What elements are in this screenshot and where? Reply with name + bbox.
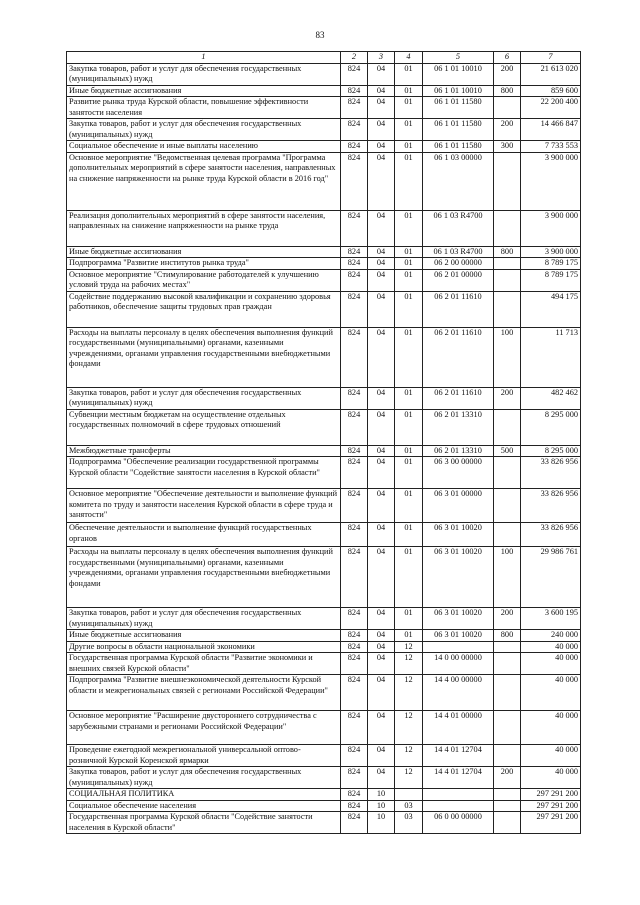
row-name: Содействие поддержанию высокой квалификации и сохранению здоровья работников, обеспечение защиты трудовых прав граждан xyxy=(67,291,341,327)
row-name: Подпрограмма "Развитие институтов рынка труда" xyxy=(67,258,341,270)
row-name: Обеспечение деятельности и выполнение функций государственных органов xyxy=(67,523,341,547)
row-expense-type: 200 xyxy=(494,767,521,789)
row-ministry-code: 824 xyxy=(341,489,368,523)
row-section-code: 10 xyxy=(368,812,395,834)
row-ministry-code: 824 xyxy=(341,258,368,270)
row-ministry-code: 824 xyxy=(341,800,368,812)
row-name: Основное мероприятие "Стимулирование работодателей к улучшению условий труда на рабочих местах" xyxy=(67,269,341,291)
row-section-code: 04 xyxy=(368,641,395,653)
row-subsection-code xyxy=(395,789,423,801)
row-expense-type: 200 xyxy=(494,387,521,409)
row-section-code: 04 xyxy=(368,119,395,141)
row-amount: 240 000 xyxy=(521,630,581,642)
row-expense-type xyxy=(494,291,521,327)
table-row xyxy=(67,246,581,258)
table-row xyxy=(67,97,581,119)
row-ministry-code: 824 xyxy=(341,445,368,457)
row-name: Основное мероприятие "Ведомственная целевая программа "Программа дополнительных мероприятий в сфере занятости населения, направленных на снижение напряженности на рынке труда Курской области в 2016 год" xyxy=(67,152,341,210)
row-expense-type xyxy=(494,210,521,246)
row-expense-type: 800 xyxy=(494,246,521,258)
row-ministry-code: 824 xyxy=(341,767,368,789)
table-row xyxy=(67,608,581,630)
table-row xyxy=(67,327,581,387)
row-name: Иные бюджетные ассигнования xyxy=(67,630,341,642)
row-section-code: 04 xyxy=(368,767,395,789)
row-name: Закупка товаров, работ и услуг для обеспечения государственных (муниципальных) нужд xyxy=(67,63,341,85)
row-target-article: 06 1 01 11580 xyxy=(423,97,494,119)
table-row xyxy=(67,675,581,711)
row-amount: 3 900 000 xyxy=(521,210,581,246)
row-amount: 40 000 xyxy=(521,653,581,675)
row-name: Основное мероприятие "Обеспечение деятельности и выполнение функций комитета по труду и занятости населения Курской области в сфере труда и занятости" xyxy=(67,489,341,523)
row-expense-type xyxy=(494,457,521,489)
row-ministry-code: 824 xyxy=(341,152,368,210)
row-subsection-code: 12 xyxy=(395,767,423,789)
row-target-article: 06 2 01 11610 xyxy=(423,387,494,409)
row-name: Социальное обеспечение и иные выплаты населению xyxy=(67,141,341,153)
row-expense-type xyxy=(494,745,521,767)
row-section-code: 04 xyxy=(368,327,395,387)
row-expense-type xyxy=(494,675,521,711)
row-amount: 14 466 847 xyxy=(521,119,581,141)
row-expense-type: 300 xyxy=(494,141,521,153)
row-section-code: 04 xyxy=(368,63,395,85)
row-subsection-code: 01 xyxy=(395,291,423,327)
row-amount: 40 000 xyxy=(521,745,581,767)
row-name: Иные бюджетные ассигнования xyxy=(67,85,341,97)
row-ministry-code: 824 xyxy=(341,547,368,608)
row-name: Другие вопросы в области национальной экономики xyxy=(67,641,341,653)
row-subsection-code: 01 xyxy=(395,489,423,523)
row-target-article: 06 3 01 10020 xyxy=(423,547,494,608)
row-expense-type xyxy=(494,653,521,675)
row-subsection-code: 01 xyxy=(395,152,423,210)
row-target-article: 06 2 01 11610 xyxy=(423,327,494,387)
table-row xyxy=(67,523,581,547)
row-expense-type xyxy=(494,789,521,801)
row-subsection-code: 01 xyxy=(395,409,423,445)
row-amount: 11 713 xyxy=(521,327,581,387)
row-section-code: 04 xyxy=(368,409,395,445)
budget-table xyxy=(66,51,581,834)
row-expense-type: 200 xyxy=(494,63,521,85)
row-expense-type xyxy=(494,409,521,445)
row-ministry-code: 824 xyxy=(341,409,368,445)
row-amount: 40 000 xyxy=(521,675,581,711)
row-ministry-code: 824 xyxy=(341,608,368,630)
row-expense-type: 100 xyxy=(494,547,521,608)
row-target-article: 06 1 01 10010 xyxy=(423,85,494,97)
row-section-code: 04 xyxy=(368,291,395,327)
header-col-3: 3 xyxy=(368,52,395,64)
row-subsection-code: 12 xyxy=(395,675,423,711)
row-expense-type xyxy=(494,97,521,119)
row-section-code: 04 xyxy=(368,445,395,457)
row-name: Расходы на выплаты персоналу в целях обеспечения выполнения функций государственными (муниципальными) органами, казенными учреждениями, органами управления государственными внебюджетными фондами xyxy=(67,327,341,387)
table-body xyxy=(67,63,581,834)
row-amount: 40 000 xyxy=(521,711,581,745)
table-row xyxy=(67,63,581,85)
row-expense-type xyxy=(494,812,521,834)
row-amount: 7 733 553 xyxy=(521,141,581,153)
row-section-code: 04 xyxy=(368,653,395,675)
row-target-article: 06 3 01 00000 xyxy=(423,489,494,523)
row-target-article: 06 1 01 11580 xyxy=(423,141,494,153)
row-section-code: 04 xyxy=(368,97,395,119)
row-section-code: 04 xyxy=(368,141,395,153)
row-subsection-code: 01 xyxy=(395,85,423,97)
row-amount: 8 789 175 xyxy=(521,269,581,291)
table-row xyxy=(67,258,581,270)
row-target-article xyxy=(423,641,494,653)
row-expense-type xyxy=(494,258,521,270)
row-ministry-code: 824 xyxy=(341,291,368,327)
row-ministry-code: 824 xyxy=(341,630,368,642)
row-amount: 8 295 000 xyxy=(521,445,581,457)
row-name: Иные бюджетные ассигнования xyxy=(67,246,341,258)
row-subsection-code: 01 xyxy=(395,119,423,141)
row-amount: 40 000 xyxy=(521,767,581,789)
row-name: Субвенции местным бюджетам на осуществление отдельных государственных полномочий в сфере трудовых отношений xyxy=(67,409,341,445)
row-amount: 3 900 000 xyxy=(521,152,581,210)
row-target-article: 06 3 01 10020 xyxy=(423,608,494,630)
row-name: Закупка товаров, работ и услуг для обеспечения государственных (муниципальных) нужд xyxy=(67,608,341,630)
header-col-2: 2 xyxy=(341,52,368,64)
row-ministry-code: 824 xyxy=(341,246,368,258)
row-subsection-code: 01 xyxy=(395,457,423,489)
row-expense-type xyxy=(494,523,521,547)
row-expense-type xyxy=(494,711,521,745)
header-col-7: 7 xyxy=(521,52,581,64)
row-subsection-code: 01 xyxy=(395,387,423,409)
row-ministry-code: 824 xyxy=(341,97,368,119)
row-amount: 494 175 xyxy=(521,291,581,327)
row-target-article: 06 0 00 00000 xyxy=(423,812,494,834)
row-subsection-code: 12 xyxy=(395,745,423,767)
row-name: Реализация дополнительных мероприятий в сфере занятости населения, направленных на снижение напряженности на рынке труда xyxy=(67,210,341,246)
row-section-code: 04 xyxy=(368,608,395,630)
row-ministry-code: 824 xyxy=(341,675,368,711)
row-ministry-code: 824 xyxy=(341,457,368,489)
row-subsection-code: 01 xyxy=(395,141,423,153)
row-amount: 33 826 956 xyxy=(521,457,581,489)
table-row xyxy=(67,653,581,675)
table-row xyxy=(67,547,581,608)
row-subsection-code: 03 xyxy=(395,812,423,834)
row-subsection-code: 03 xyxy=(395,800,423,812)
row-subsection-code: 01 xyxy=(395,210,423,246)
row-expense-type: 100 xyxy=(494,327,521,387)
table-row xyxy=(67,387,581,409)
row-target-article: 06 2 00 00000 xyxy=(423,258,494,270)
table-row xyxy=(67,812,581,834)
row-target-article: 14 4 01 12704 xyxy=(423,767,494,789)
row-expense-type xyxy=(494,641,521,653)
row-name: Государственная программа Курской области "Развитие экономики и внешних связей Курской области" xyxy=(67,653,341,675)
row-name: СОЦИАЛЬНАЯ ПОЛИТИКА xyxy=(67,789,341,801)
row-ministry-code: 824 xyxy=(341,789,368,801)
row-subsection-code: 01 xyxy=(395,258,423,270)
table-row xyxy=(67,152,581,210)
row-ministry-code: 824 xyxy=(341,653,368,675)
row-expense-type: 800 xyxy=(494,85,521,97)
row-name: Закупка товаров, работ и услуг для обеспечения государственных (муниципальных) нужд xyxy=(67,767,341,789)
row-amount: 33 826 956 xyxy=(521,489,581,523)
row-name: Проведение ежегодной межрегиональной универсальной оптово-розничной Курской Коренской ярмарки xyxy=(67,745,341,767)
row-expense-type: 500 xyxy=(494,445,521,457)
row-expense-type: 200 xyxy=(494,608,521,630)
row-ministry-code: 824 xyxy=(341,141,368,153)
row-expense-type xyxy=(494,489,521,523)
row-target-article: 06 2 01 13310 xyxy=(423,409,494,445)
row-target-article: 06 3 01 10020 xyxy=(423,523,494,547)
row-target-article: 14 4 01 00000 xyxy=(423,711,494,745)
page-number: 83 xyxy=(315,30,325,40)
row-target-article: 06 2 01 13310 xyxy=(423,445,494,457)
row-target-article: 14 0 00 00000 xyxy=(423,653,494,675)
row-target-article: 06 1 03 R4700 xyxy=(423,246,494,258)
row-expense-type xyxy=(494,800,521,812)
row-section-code: 04 xyxy=(368,387,395,409)
header-col-1: 1 xyxy=(67,52,341,64)
row-ministry-code: 824 xyxy=(341,387,368,409)
table-row xyxy=(67,409,581,445)
row-section-code: 04 xyxy=(368,523,395,547)
row-target-article xyxy=(423,789,494,801)
row-section-code: 04 xyxy=(368,152,395,210)
row-ministry-code: 824 xyxy=(341,85,368,97)
row-name: Социальное обеспечение населения xyxy=(67,800,341,812)
table-row xyxy=(67,291,581,327)
row-target-article: 06 1 01 10010 xyxy=(423,63,494,85)
table-row xyxy=(67,745,581,767)
row-section-code: 04 xyxy=(368,258,395,270)
row-amount: 29 986 761 xyxy=(521,547,581,608)
row-target-article: 06 2 01 11610 xyxy=(423,291,494,327)
row-subsection-code: 01 xyxy=(395,547,423,608)
row-expense-type xyxy=(494,269,521,291)
row-section-code: 04 xyxy=(368,85,395,97)
row-name: Подпрограмма "Развитие внешнеэкономической деятельности Курской области и межрегиональных связей с регионами Российской Федерации" xyxy=(67,675,341,711)
table-row xyxy=(67,711,581,745)
row-subsection-code: 01 xyxy=(395,327,423,387)
table-row xyxy=(67,767,581,789)
table-header-row xyxy=(67,52,581,64)
row-name: Межбюджетные трансферты xyxy=(67,445,341,457)
row-name: Государственная программа Курской области "Содействие занятости населения в Курской области" xyxy=(67,812,341,834)
row-section-code: 04 xyxy=(368,711,395,745)
table-row xyxy=(67,119,581,141)
table-row xyxy=(67,457,581,489)
row-subsection-code: 12 xyxy=(395,641,423,653)
row-expense-type xyxy=(494,152,521,210)
row-section-code: 04 xyxy=(368,745,395,767)
row-section-code: 04 xyxy=(368,457,395,489)
table-row xyxy=(67,789,581,801)
row-name: Закупка товаров, работ и услуг для обеспечения государственных (муниципальных) нужд xyxy=(67,387,341,409)
row-ministry-code: 824 xyxy=(341,745,368,767)
row-name: Закупка товаров, работ и услуг для обеспечения государственных (муниципальных) нужд xyxy=(67,119,341,141)
table-row xyxy=(67,445,581,457)
row-section-code: 04 xyxy=(368,269,395,291)
row-subsection-code: 01 xyxy=(395,269,423,291)
row-section-code: 04 xyxy=(368,210,395,246)
row-subsection-code: 01 xyxy=(395,608,423,630)
row-amount: 21 613 020 xyxy=(521,63,581,85)
row-expense-type: 200 xyxy=(494,119,521,141)
row-ministry-code: 824 xyxy=(341,269,368,291)
row-target-article: 06 1 01 11580 xyxy=(423,119,494,141)
table-row xyxy=(67,141,581,153)
row-amount: 297 291 200 xyxy=(521,812,581,834)
table-row xyxy=(67,269,581,291)
row-ministry-code: 824 xyxy=(341,119,368,141)
row-ministry-code: 824 xyxy=(341,210,368,246)
row-subsection-code: 12 xyxy=(395,653,423,675)
row-subsection-code: 01 xyxy=(395,246,423,258)
row-amount: 3 600 195 xyxy=(521,608,581,630)
table-row xyxy=(67,800,581,812)
row-amount: 859 600 xyxy=(521,85,581,97)
header-col-6: 6 xyxy=(494,52,521,64)
row-subsection-code: 01 xyxy=(395,630,423,642)
row-name: Основное мероприятие "Расширение двустороннего сотрудничества с зарубежными странами и регионами Российской Федерации" xyxy=(67,711,341,745)
row-ministry-code: 824 xyxy=(341,641,368,653)
row-target-article: 06 1 03 00000 xyxy=(423,152,494,210)
row-amount: 297 291 200 xyxy=(521,800,581,812)
row-target-article: 06 1 03 R4700 xyxy=(423,210,494,246)
row-subsection-code: 01 xyxy=(395,523,423,547)
row-section-code: 04 xyxy=(368,489,395,523)
row-section-code: 04 xyxy=(368,675,395,711)
row-section-code: 04 xyxy=(368,630,395,642)
table-row xyxy=(67,210,581,246)
row-target-article: 14 4 01 12704 xyxy=(423,745,494,767)
row-section-code: 04 xyxy=(368,246,395,258)
row-subsection-code: 01 xyxy=(395,97,423,119)
row-ministry-code: 824 xyxy=(341,327,368,387)
row-amount: 8 789 175 xyxy=(521,258,581,270)
row-amount: 482 462 xyxy=(521,387,581,409)
table-row xyxy=(67,85,581,97)
row-section-code: 04 xyxy=(368,547,395,608)
row-amount: 8 295 000 xyxy=(521,409,581,445)
row-subsection-code: 12 xyxy=(395,711,423,745)
header-col-5: 5 xyxy=(423,52,494,64)
row-ministry-code: 824 xyxy=(341,63,368,85)
row-ministry-code: 824 xyxy=(341,523,368,547)
row-ministry-code: 824 xyxy=(341,711,368,745)
table-row xyxy=(67,489,581,523)
row-amount: 297 291 200 xyxy=(521,789,581,801)
row-target-article: 06 2 01 00000 xyxy=(423,269,494,291)
row-target-article: 14 4 00 00000 xyxy=(423,675,494,711)
row-name: Расходы на выплаты персоналу в целях обеспечения выполнения функций государственными (муниципальными) органами, казенными учреждениями, органами управления государственными внебюджетными фондами xyxy=(67,547,341,608)
row-amount: 22 200 400 xyxy=(521,97,581,119)
row-amount: 3 900 000 xyxy=(521,246,581,258)
row-section-code: 10 xyxy=(368,800,395,812)
row-name: Подпрограмма "Обеспечение реализации государственной программы Курской области "Содействие занятости населения в Курской области" xyxy=(67,457,341,489)
row-section-code: 10 xyxy=(368,789,395,801)
row-ministry-code: 824 xyxy=(341,812,368,834)
table-row xyxy=(67,641,581,653)
header-col-4: 4 xyxy=(395,52,423,64)
row-subsection-code: 01 xyxy=(395,63,423,85)
row-subsection-code: 01 xyxy=(395,445,423,457)
table-row xyxy=(67,630,581,642)
row-expense-type: 800 xyxy=(494,630,521,642)
row-name: Развитие рынка труда Курской области, повышение эффективности занятости населения xyxy=(67,97,341,119)
row-target-article: 06 3 01 10020 xyxy=(423,630,494,642)
row-amount: 40 000 xyxy=(521,641,581,653)
row-target-article: 06 3 00 00000 xyxy=(423,457,494,489)
row-amount: 33 826 956 xyxy=(521,523,581,547)
row-target-article xyxy=(423,800,494,812)
